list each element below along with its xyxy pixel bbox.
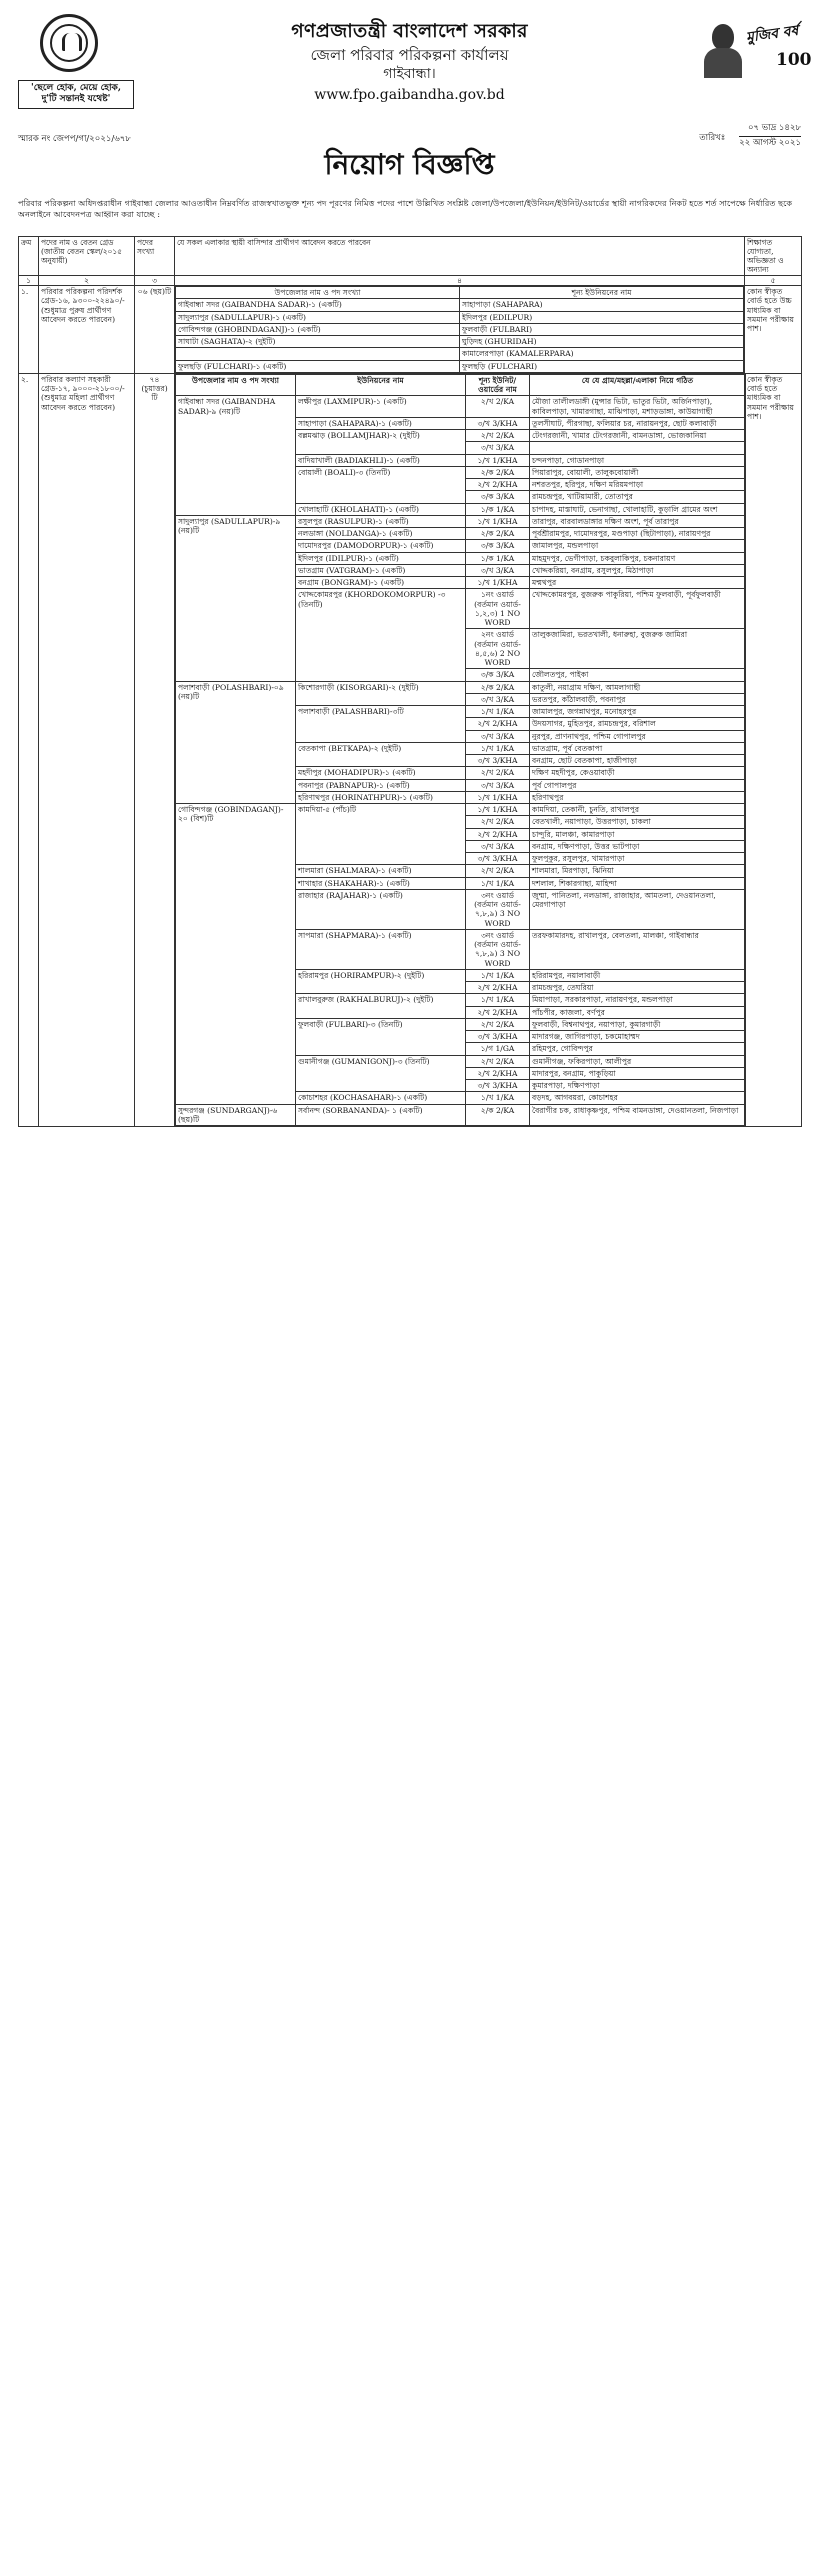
upazila-cell: সাঘাটা (SAGHATA)-২ (দুইটি) [176, 336, 460, 348]
ward-cell: ৩নং ওয়ার্ড (বর্তমান ওয়ার্ড- ৭,৮,৯) 3 NO WORD [466, 929, 530, 969]
village-cell: তুলসীঘাট, পীরগাছা, ফলিয়ার চর, নারায়নপুর, ছোট কলাবাড়ী [530, 417, 746, 429]
union-cell: খোদ্দকোমরপুর (KHORDOKOMORPUR) -৩ (তিনটি) [296, 589, 466, 681]
column-number: ৪ [175, 276, 745, 286]
village-cell: জুম্মা, পানিতলা, নলডাঙ্গা, রাজাহার, আমতলা, দেওয়ানতলা, মেরগাপাড়া [530, 889, 746, 929]
ward-cell: ১/গ 1/GA [466, 1043, 530, 1055]
office-name: জেলা পরিবার পরিকল্পনা কার্যালয় [310, 46, 509, 65]
ward-cell: ৩/খ 3/KHA [466, 417, 530, 429]
union-cell: কোচাশহর (KOCHASAHAR)-১ (একটি) [296, 1092, 466, 1104]
vacancy-table [18, 236, 802, 1127]
ward-cell: ৩/খ 3/KA [466, 840, 530, 852]
union-cell: রাখালবুরুজ (RAKHALBURUJ)-২ (দুইটি) [296, 994, 466, 1019]
post-cell: পরিবার কল্যাণ সহকারী গ্রেড-১৭, ৯০০০-২১৮০০/- (শুধুমাত্র মহিলা প্রার্থীগণ আবেদন করতে পারবেন) [39, 373, 135, 1126]
village-cell: পূর্ব গোপালপুর [530, 779, 746, 791]
notice-header [0, 0, 819, 230]
ward-cell: ২/খ 2/KHA [466, 1067, 530, 1079]
ward-cell: ৩/খ 3/KA [466, 779, 530, 791]
count-cell: ০৬ (ছয়)টি [135, 286, 175, 374]
column-number-row [19, 276, 802, 286]
table-row [176, 360, 744, 372]
ward-cell: ৩/খ 3/KHA [466, 755, 530, 767]
ward-cell: ১/ক 1/KA [466, 552, 530, 564]
upazila-cell: গাইবান্ধা সদর (GAIBANDHA SADAR)-৯ (নয়)টি [176, 396, 296, 516]
table-row [176, 681, 746, 693]
village-cell: হরিণাথপুর [530, 791, 746, 803]
date-english: ২২ আগস্ট ২০২১ [739, 137, 801, 148]
village-cell: গুমানীগঞ্জ, ফকিরপাড়া, আলীপুর [530, 1055, 746, 1067]
table-row [176, 396, 746, 418]
union-cell: খোলাহাটি (KHOLAHATI)-১ (একটি) [296, 503, 466, 515]
upazila-cell: সাদুল্যাপুর (SADULLAPUR)-১ (একটি) [176, 311, 460, 323]
village-cell: দক্ষিণ মহদীপুর, কেওয়াবাড়ী [530, 767, 746, 779]
ward-cell: ১/খ 1/KA [466, 877, 530, 889]
date-bangla: ০৭ ভাদ্র ১৪২৮ [739, 122, 801, 137]
village-cell: বনগ্রাম, ছোট বেতকাপা, হাজীপাড়া [530, 755, 746, 767]
ward-cell: ২/খ 2/KHA [466, 828, 530, 840]
upazila-cell: গোবিন্দগঞ্জ (GHOBINDAGANJ)-১ (একটি) [176, 323, 460, 335]
upazila-cell: গাইবান্ধা সদর (GAIBANDHA SADAR)-১ (একটি) [176, 299, 460, 311]
union-cell: ঘুড়িদহ (GHURIDAH) [460, 336, 744, 348]
village-cell: চাপাদহ, মাস্তাঘাট, ভেনাগাছা, খোলাহাটি, কুড়ালি গ্রামের অংশ [530, 503, 746, 515]
column-number: ৫ [745, 276, 802, 286]
inspector-area-table [175, 286, 744, 373]
ward-cell: ১/খ 1/KA [466, 994, 530, 1006]
column-number: ২ [39, 276, 135, 286]
upazila-cell: সাদুল্যাপুর (SADULLAPUR)-৯ (নয়)টি [176, 515, 296, 681]
qualification-cell: কোন স্বীকৃত বোর্ড হতে উচ্চ মাধ্যমিক বা সমমান পরীক্ষায় পাশ। [745, 286, 802, 374]
union-cell: কিশোরগাড়ী (KISORGARI)-২ (দুইটি) [296, 681, 466, 706]
serial-cell: ২. [19, 373, 39, 1126]
village-cell: বনগ্রাম, দক্ষিণপাড়া, উত্তর ভাটপাড়া [530, 840, 746, 852]
union-cell: পলাশবাড়ী (PALASHBARI)-৩টি [296, 706, 466, 743]
union-cell: রাজাহার (RAJAHAR)-১ (একটি) [296, 889, 466, 929]
upazila-header: উপজেলার নাম ও পদ সংখ্যা [176, 374, 296, 396]
ward-cell: ২/খ 2/KHA [466, 479, 530, 491]
table-row [176, 348, 744, 360]
table-row [176, 311, 744, 323]
ward-cell: ২/ক 2/KA [466, 466, 530, 478]
upazila-cell [176, 348, 460, 360]
village-cell: টেংগরজানী, খামার টেংগরজানী, বামনডাঙ্গা, ভোজকানিয়া [530, 430, 746, 442]
village-cell: তারাপুর, বারবালডাঙ্গার দক্ষিণ অংশ, পূর্ব তারাপুর [530, 515, 746, 527]
upazila-header: উপজেলার নাম ও পদ সংখ্যা [176, 287, 460, 299]
union-cell: সাপমারা (SHAPMARA)-১ (একটি) [296, 929, 466, 969]
village-cell: কুমারপাড়া, দক্ষিণপাড়া [530, 1080, 746, 1092]
ward-cell: ২/খ 2/KHA [466, 982, 530, 994]
village-cell: তরফকামারদহ, রাখালপুর, বেলতলা, মালঞ্চা, গাইবান্ধার [530, 929, 746, 969]
upazila-cell: পলাশবাড়ী (POLASHBARI)-০৯ (নয়)টি [176, 681, 296, 804]
ward-cell: ২নং ওয়ার্ড (বর্তমান ওয়ার্ড- ৪,৫,৬) 2 NO WORD [466, 629, 530, 669]
village-cell: বৈরাগীর চক, রাধাকৃষ্ণপুর, পশ্চিম বামনডাঙ্গা, দেওয়ানতলা, নিজপাড়া [530, 1104, 746, 1126]
village-cell: পূর্বশ্রীরামপুর, দামোদরপুর, মণ্ডপাড়া (ছিটাপাড়া), নারায়ণপুর [530, 528, 746, 540]
village-cell: মিয়াপাড়া, সরকারপাড়া, নারায়ণপুর, মন্ডলপাড়া [530, 994, 746, 1006]
village-cell: চন্দনপাড়া, গোডানপাড়া [530, 454, 746, 466]
union-cell: হরিণাথপুর (HORINATHPUR)-১ (একটি) [296, 791, 466, 803]
table-row [176, 804, 746, 816]
union-cell: ইদিলপুর (IDILPUR)-১ (একটি) [296, 552, 466, 564]
village-cell: মাদারগঞ্জ, জাগিরপাড়া, চকমোহাম্মদ [530, 1031, 746, 1043]
table-row [176, 323, 744, 335]
ward-cell: ৩নং ওয়ার্ড (বর্তমান ওয়ার্ড- ৭,৮,৯) 3 NO WORD [466, 889, 530, 929]
union-cell: ভাতগ্রাম (VATGRAM)-১ (একটি) [296, 564, 466, 576]
ward-cell: ৩/খ 3/KA [466, 442, 530, 454]
union-cell: শাখাহার (SHAKAHAR)-১ (একটি) [296, 877, 466, 889]
ward-cell: ৩/ক 3/KA [466, 540, 530, 552]
table-row [176, 515, 746, 527]
village-cell: কামদিয়া, তেকানী, চুনতি, রাখালপুর [530, 804, 746, 816]
village-cell: তালুকজামিরা, ভরতখালী, ধনারুহা, বুজরুক জামিরা [530, 629, 746, 669]
district-name: গাইবান্ধা। [383, 66, 436, 83]
upazila-cell: সুন্দরগঞ্জ (SUNDARGANJ)-৬ (ছয়)টি [176, 1104, 296, 1126]
ward-cell: ২/ক 2/KA [466, 528, 530, 540]
col-area: যে সকল এলাকার স্থায়ী বাসিন্দার প্রার্থীগণ আবেদন করতে পারবেন [175, 237, 745, 276]
village-cell [530, 442, 746, 454]
ward-cell: ২/খ 2/KA [466, 865, 530, 877]
village-cell: হরিরামপুর, নয়ালাবাড়ী [530, 969, 746, 981]
union-cell: বনগ্রাম (BONGRAM)-১ (একটি) [296, 577, 466, 589]
village-cell: মৌজা তালীলডাঙ্গী (মুন্সার ভিটা, ভাতুর ভিটা, অৰ্জিনপাড়া), কাবিলপাড়া, খামারগাছা, মাঝিপাড়া, মশাড়ডাঙ্গা, কাউয়াগাছী [530, 396, 746, 418]
union-cell: বাদিয়াখালী (BADIAKHLI)-১ (একটি) [296, 454, 466, 466]
union-cell: গুমানীগঞ্জ (GUMANIGONJ)-৩ (তিনটি) [296, 1055, 466, 1092]
post-row-inspector [19, 286, 802, 374]
union-cell: কামদিয়া-৫ (পাঁচ)টি [296, 804, 466, 865]
village-cell: খোদ্দকরিয়া, বনগ্রাম, রসুলপুর, মিঠাপাড়া [530, 564, 746, 576]
village-cell: উদয়সাগর, মুহিতপুর, রামচন্দ্রপুর, বরিশাল [530, 718, 746, 730]
qualification-cell: কোন স্বীকৃত বোর্ড হতে মাধ্যমিক বা সমমান পরীক্ষায় পাশ। [745, 373, 802, 1126]
family-planning-emblem-icon [40, 14, 98, 72]
ward-cell: ১নং ওয়ার্ড (বর্তমান ওয়ার্ড- ১,২,৩) 1 NO WORD [466, 589, 530, 629]
ward-cell: ২/খ 2/KHA [466, 1006, 530, 1018]
village-cell: শালমারা, মিরপাড়া, ঝিনিয়া [530, 865, 746, 877]
village-header: যে যে গ্রাম/মহল্লা/এলাকা নিয়ে গঠিত [530, 374, 746, 396]
union-cell: কামালেরপাড়া (KAMALERPARA) [460, 348, 744, 360]
ward-cell: ৩/খ 3/KA [466, 693, 530, 705]
village-cell: রামচন্দ্রপুর, খাটিয়ামারী, তোতাপুর [530, 491, 746, 503]
ward-cell: ১/খ 1/KHA [466, 454, 530, 466]
village-cell: মাহমুদপুর, ভেগীপাড়া, চকবুলাকিপুর, চকনারায়ণ [530, 552, 746, 564]
slogan-box: 'ছেলে হোক, মেয়ে হোক, দু'টি সন্তানই যথেষ্ট' [18, 80, 134, 109]
assistant-area-table [175, 374, 746, 1126]
area-cell [175, 286, 745, 374]
union-cell: সর্বানন্দ (SORBANANDA)- ১ (একটি) [296, 1104, 466, 1126]
upazila-cell: গোবিন্দগঞ্জ (GOBINDAGANJ)- ২০ (বিশ)টি [176, 804, 296, 1105]
count-cell: ৭৪ (চুয়াত্তর) টি [135, 373, 175, 1126]
table-row [176, 1104, 746, 1126]
table-row [176, 336, 744, 348]
portrait-icon [704, 20, 742, 78]
village-cell: বড়দহ, আগবয়রা, কোচাশহর [530, 1092, 746, 1104]
ward-cell: ৩/খ 3/KHA [466, 1080, 530, 1092]
ward-cell: ১/খ 1/KA [466, 742, 530, 754]
union-cell: রসুলপুর (RASULPUR)-১ (একটি) [296, 515, 466, 527]
memo-number: স্মারক নং জেপপ/গা/২০২১/৬৭৮ [18, 134, 131, 144]
ward-cell: ৩/ক 3/KA [466, 491, 530, 503]
post-row-assistant [19, 373, 802, 1126]
union-cell: লক্ষীপুর (LAXMIPUR)-১ (একটি) [296, 396, 466, 418]
table-row [176, 299, 744, 311]
ward-header: শূন্য ইউনিট/ওয়ার্ডের নাম [466, 374, 530, 396]
ward-cell: ১/খ 1/KA [466, 1092, 530, 1104]
union-cell: বল্লমঝাড় (BOLLAMJHAR)-২ (দুইটি) [296, 430, 466, 455]
village-cell: খোদ্দকোমরপুর, বুজরুক পাকুরিয়া, পশ্চিম ফুলবাড়ী, পূর্বফুলবাড়ী [530, 589, 746, 629]
union-cell: হরিরামপুর (HORIRAMPUR)-২ (দুইটি) [296, 969, 466, 994]
union-cell: ফুলবাড়ী (FULBARI) [460, 323, 744, 335]
ward-cell: ১/খ 1/KHA [466, 804, 530, 816]
ward-cell: ১/খ 1/KA [466, 706, 530, 718]
union-cell: শালমারা (SHALMARA)-১ (একটি) [296, 865, 466, 877]
village-cell: রামচন্দ্রপুর, তেঘরিয়া [530, 982, 746, 994]
union-cell: বেতকাপা (BETKAPA)-২ (দুইটি) [296, 742, 466, 767]
ward-cell: ৩/খ 3/KHA [466, 853, 530, 865]
ward-cell: ২/খ 2/KA [466, 816, 530, 828]
union-cell: সাহাপাড়া (SAHAPARA)-১ (একটি) [296, 417, 466, 429]
government-title: গণপ্রজাতন্ত্রী বাংলাদেশ সরকার [291, 20, 528, 42]
union-cell: মহদীপুর (MOHADIPUR)-১ (একটি) [296, 767, 466, 779]
column-number: ৩ [135, 276, 175, 286]
union-cell: নলডাঙ্গা (NOLDANGA)-১ (একটি) [296, 528, 466, 540]
date-label: তারিখঃ [699, 133, 726, 143]
upazila-cell: ফুলছড়ি (FULCHARI)-১ (একটি) [176, 360, 460, 372]
ward-cell: ২/খ 2/KA [466, 767, 530, 779]
ward-cell: ২/খ 2/KA [466, 430, 530, 442]
village-cell: ফুলপুকুর, রসুলপুর, খামারপাড়া [530, 853, 746, 865]
union-cell: পবনাপুর (PABNAPUR)-১ (একটি) [296, 779, 466, 791]
col-count: পদের সংখ্যা [135, 237, 175, 276]
intro-paragraph: পরিবার পরিকল্পনা অধিদপ্তরাধীন গাইবান্ধা জেলার আওতাধীন নিম্নবর্ণিত রাজস্বখাতভুক্ত শূন্য পদ পূরণের নিমিত্ত পদের পাশে উল্লিখিত সংশ্লিষ্ট জেলা/উপজেলা/ইউনিয়ন/ইউনিট/ওয়ার্ডের স্থায়ী নাগরিকদের নিকট হতে শর্ত সাপেক্ষে নির্ধারিত ছকে অনলাইনে আবেদনপত্র আহ্বান করা যাচ্ছে : [18, 198, 793, 220]
village-cell: নশরতপুর, হরিপুর, দক্ষিণ মরিয়মপাড়া [530, 479, 746, 491]
ward-cell: ২/ক 2/KA [466, 1104, 530, 1126]
union-cell: ফুলছড়ি (FULCHARI) [460, 360, 744, 372]
table-header-row [19, 237, 802, 276]
village-cell: জামালপুর, মন্ডলপাড়া [530, 540, 746, 552]
website-url: www.fpo.gaibandha.gov.bd [314, 86, 505, 103]
village-cell: মন্মথপুর [530, 577, 746, 589]
village-cell: মাদারপুর, বনগ্রাম, পাকুড়িয়া [530, 1067, 746, 1079]
serial-cell: ১. [19, 286, 39, 374]
ward-cell: ২/খ 2/KA [466, 1055, 530, 1067]
inspector-area-header [176, 287, 744, 299]
village-cell: নুরপুর, প্রাণনাথপুর, পশ্চিম গোপালপুর [530, 730, 746, 742]
union-cell: ফুলবাড়ী (FULBARI)-৩ (তিনটি) [296, 1018, 466, 1055]
col-serial: ক্রম [19, 237, 39, 276]
village-cell: পিয়ারাপুর, বোয়ালী, তালুকবোয়ালী [530, 466, 746, 478]
ward-cell: ৩/খ 3/KHA [466, 1031, 530, 1043]
village-cell: দশলাল, শিকারগাছা, মাহিন্দা [530, 877, 746, 889]
union-cell: বোয়ালী (BOALI)-৩ (তিনটি) [296, 466, 466, 503]
ward-cell: ১/খ 1/KHA [466, 577, 530, 589]
assistant-area-header [176, 374, 746, 396]
col-qualification: শিক্ষাগত যোগ্যতা, অভিজ্ঞতা ও অন্যান্য [745, 237, 802, 276]
column-number: ১ [19, 276, 39, 286]
village-cell: কাতুলী, নয়াগ্রাম দক্ষিণ, আমলাগাছী [530, 681, 746, 693]
ward-cell: ২/খ 2/KA [466, 396, 530, 418]
union-cell: দামোদরপুর (DAMODORPUR)-১ (একটি) [296, 540, 466, 552]
village-cell: বেতখালী, নয়াপাড়া, উত্তরপাড়া, চাকলা [530, 816, 746, 828]
area-cell [175, 373, 745, 1126]
village-cell: জৌলতপুর, পাইকা [530, 669, 746, 681]
ward-cell: ২/খ 2/KA [466, 1018, 530, 1030]
village-cell: রহিমপুর, গোবিন্দপুর [530, 1043, 746, 1055]
date-block [699, 122, 801, 150]
union-header: ইউনিয়নের নাম [296, 374, 466, 396]
village-cell: ভরতপুর, কাঁঠালবাড়ী, পবনাপুর [530, 693, 746, 705]
col-post: পদের নাম ও বেতন গ্রেড (জাতীয় বেতন স্কেল/২০১৫ অনুযায়ী) [39, 237, 135, 276]
village-cell: ফুলবাড়ী, বিশ্বনাথপুর, নয়াপাড়া, কুমারগাড়ী [530, 1018, 746, 1030]
ward-cell: ৩/খ 3/KA [466, 730, 530, 742]
village-cell: পাঁচপীর, কাজলা, বর্ণপুর [530, 1006, 746, 1018]
notice-title: নিয়োগ বিজ্ঞপ্তি [324, 148, 495, 181]
union-header: শূন্য ইউনিয়নের নাম [460, 287, 744, 299]
ward-cell: ১/খ 1/KHA [466, 515, 530, 527]
ward-cell: ৩/খ 3/KA [466, 564, 530, 576]
post-cell: পরিবার পরিকল্পনা পরিদর্শক গ্রেড-১৬, ৯৩০০-২২৪৯০/- (শুধুমাত্র পুরুষ প্রার্থীগণ আবেদন করতে পারবেন) [39, 286, 135, 374]
ward-cell: ১/ক 1/KA [466, 503, 530, 515]
village-cell: জামালপুর, জগন্নাথপুর, মনোহরপুর [530, 706, 746, 718]
letterhead [140, 20, 679, 104]
ward-cell: ৩/ক 3/KA [466, 669, 530, 681]
union-cell: ইদিলপুর (EDILPUR) [460, 311, 744, 323]
village-cell: চান্দুরি, মালঞ্চা, কামারপাড়া [530, 828, 746, 840]
village-cell: ভাতগ্রাম, পূর্ব বেতকাপা [530, 742, 746, 754]
union-cell: সাহাপাড়া (SAHAPARA) [460, 299, 744, 311]
ward-cell: ২/ক 2/KA [466, 681, 530, 693]
mujib-borsho-logo: মুজিব বর্ষ 100 [745, 22, 812, 70]
ward-cell: ১/খ 1/KHA [466, 791, 530, 803]
ward-cell: ২/খ 2/KHA [466, 718, 530, 730]
ward-cell: ১/খ 1/KA [466, 969, 530, 981]
